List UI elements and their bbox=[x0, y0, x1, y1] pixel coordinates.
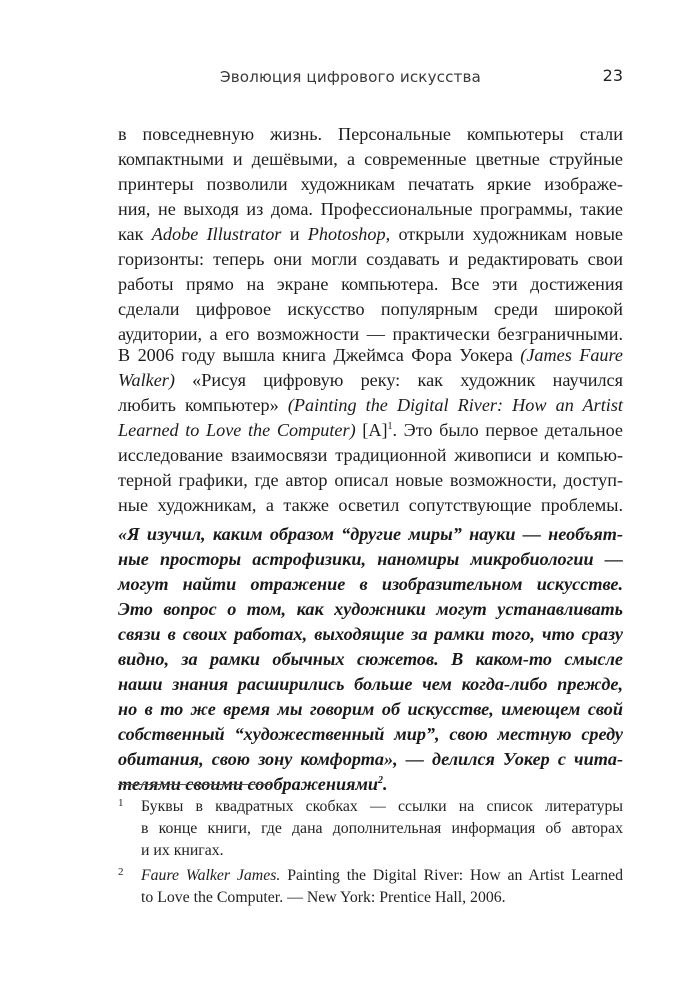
author-name-english: Walker) bbox=[118, 370, 175, 390]
quote-line: видно, за рамки обычных сюжетов. В каком-то смысле bbox=[118, 649, 623, 669]
paragraph-line bbox=[118, 368, 623, 393]
block-quote bbox=[118, 522, 623, 797]
paragraph-line bbox=[118, 343, 623, 368]
footnote-line: и их книгах. bbox=[141, 842, 224, 859]
quote-line: собственный “художественный мир”, свою местную среду bbox=[118, 724, 623, 744]
text-run: телями своими соображениями bbox=[118, 774, 379, 794]
footnote-line: в конце книги, где дана дополнительная информация об авторах bbox=[141, 820, 623, 837]
paragraph-line: компактными и дешёвыми, а современные цветные струйные bbox=[118, 149, 623, 169]
text-run: . Это было первое детальное bbox=[392, 420, 623, 440]
paragraph-1 bbox=[118, 122, 623, 347]
paragraph-line: работы прямо на экране компьютера. Все эти достижения bbox=[118, 274, 623, 294]
text-run: как bbox=[118, 224, 152, 244]
book-title-english: (Painting the Digital River: How an Artist bbox=[287, 395, 623, 415]
footnote-line bbox=[141, 865, 623, 887]
paragraph-line bbox=[118, 222, 623, 247]
quote-line: Это вопрос о том, как художники могут устанавливать bbox=[118, 599, 623, 619]
footnote-line: Буквы в квадратных скобках — ссылки на список литературы bbox=[141, 798, 623, 815]
paragraph-line: ния, не выходя из дома. Профессиональные программы, такие bbox=[118, 199, 623, 219]
footnote-ref-1: 1 bbox=[387, 420, 393, 432]
book-title-english: Learned to Love the Computer) bbox=[118, 420, 356, 440]
text-run: , открыли художникам новые bbox=[385, 224, 623, 244]
quote-line: обитания, свою зону комфорта», — делился Уокер с чита- bbox=[118, 749, 623, 769]
software-name-photoshop: Photoshop bbox=[307, 224, 386, 244]
paragraph-line: ные художникам, а также осветил сопутствующие проблемы. bbox=[118, 495, 623, 515]
paragraph-line: принтеры позволили художникам печатать яркие изображе- bbox=[118, 174, 623, 194]
text-run: «Рисуя цифровую реку: как художник научился bbox=[174, 370, 623, 390]
footnote-2 bbox=[118, 865, 623, 909]
footnote-mark: 2 bbox=[118, 866, 124, 878]
quote-line: наши знания расширились больше чем когда-либо прежде, bbox=[118, 674, 623, 694]
footnote-mark: 1 bbox=[118, 797, 124, 809]
text-run: В 2006 году вышла книга Джеймса Фора Уокера bbox=[118, 345, 521, 365]
paragraph-line: в повседневную жизнь. Персональные компьютеры стали bbox=[118, 124, 623, 144]
footnote-1 bbox=[118, 796, 623, 862]
page-number: 23 bbox=[602, 66, 623, 85]
citation-author: Faure Walker James. bbox=[141, 867, 281, 884]
paragraph-line: исследование взаимосвязи традиционной живописи и компью- bbox=[118, 445, 623, 465]
text-run: и bbox=[281, 224, 308, 244]
text-run: Painting the Digital River: How an Artist Learned bbox=[280, 867, 624, 884]
paragraph-line: терной графики, где автор описал новые возможности, доступ- bbox=[118, 470, 623, 490]
running-title: Эволюция цифрового искусства bbox=[220, 68, 481, 86]
paragraph-line: аудитории, а его возможности — практически безграничными. bbox=[118, 324, 623, 344]
author-name-english: (James Faure bbox=[520, 345, 623, 365]
reference-marker: [A] bbox=[355, 420, 388, 440]
quote-line: могут найти отражение в изобразительном искусстве. bbox=[118, 574, 623, 594]
paragraph-line bbox=[118, 393, 623, 418]
paragraph-2 bbox=[118, 343, 623, 518]
quote-line: ные просторы астрофизики, наномиры микробиологии — bbox=[118, 549, 623, 569]
quote-line: но в то же время мы говорим об искусстве, имеющем свой bbox=[118, 699, 623, 719]
quote-line: «Я изучил, каким образом “другие миры” науки — необъят- bbox=[118, 524, 623, 544]
text-run: любить компьютер» bbox=[118, 395, 288, 415]
paragraph-line: сделали цифровое искусство популярным среди широкой bbox=[118, 299, 623, 319]
footnote-ref-2: 2 bbox=[378, 774, 384, 786]
footnotes bbox=[118, 796, 623, 912]
software-name-illustrator: Adobe Illustrator bbox=[151, 224, 282, 244]
footnote-line: to Love the Computer. — New York: Prentice Hall, 2006. bbox=[141, 889, 506, 906]
footnote-divider bbox=[118, 784, 270, 785]
paragraph-line bbox=[118, 418, 623, 443]
paragraph-line: горизонты: теперь они могли создавать и редактировать свои bbox=[118, 249, 623, 269]
text-run: . bbox=[383, 774, 388, 794]
quote-line: связи в своих работах, выходящие за рамки того, что сразу bbox=[118, 624, 623, 644]
